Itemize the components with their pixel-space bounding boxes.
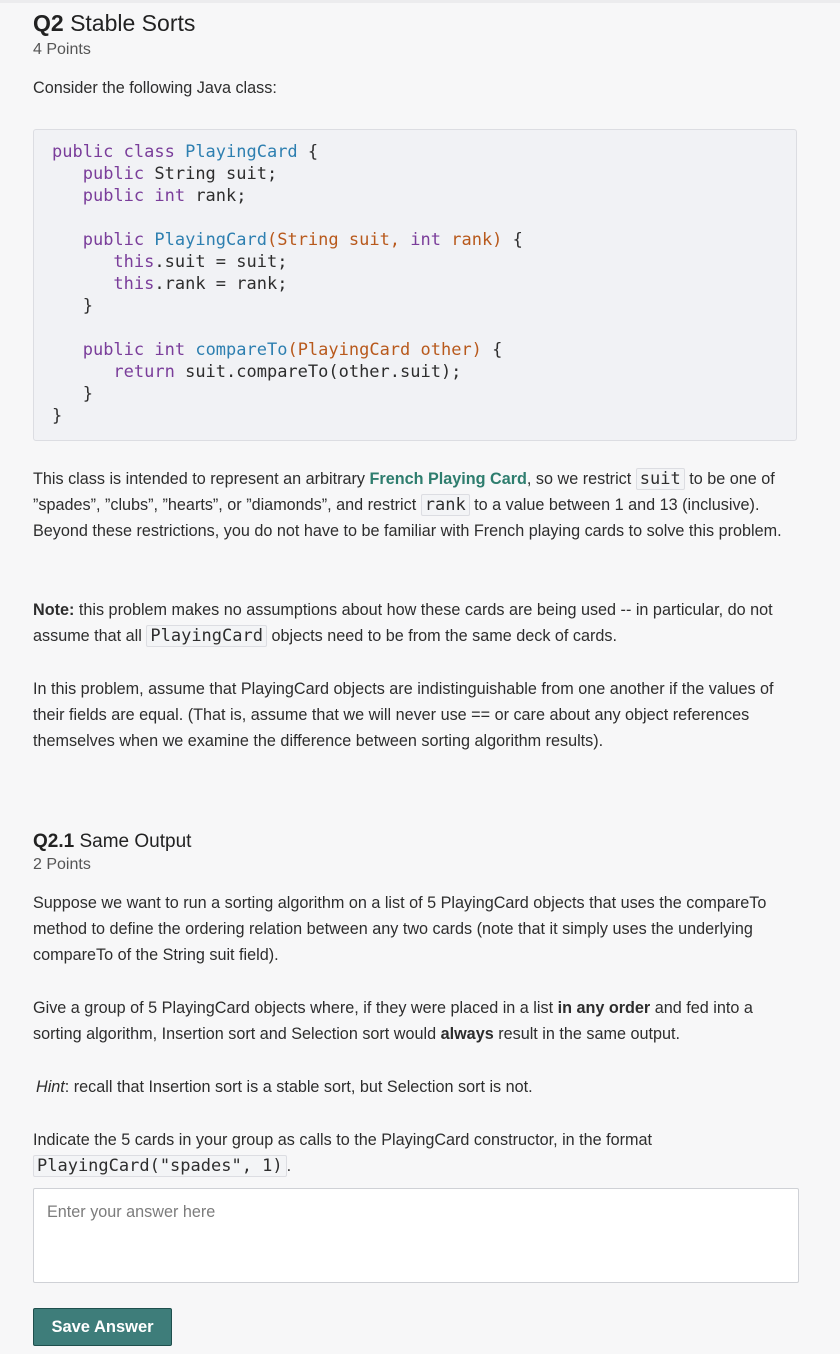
hint-label: Hint (36, 1078, 65, 1096)
rank-code: rank (421, 494, 470, 516)
format-example-code: PlayingCard("spades", 1) (33, 1155, 287, 1177)
subquestion-task: Give a group of 5 PlayingCard objects where, if they were placed in a list in any order and fed into a sorting algorithm, Insertion sort and Selection sort would always result in the same output. (33, 999, 753, 1043)
description-paragraph: This class is intended to represent an arbitrary French Playing Card, so we restrict suit to be one of ”spades”, ”clubs”, ”hearts”, or ”diamonds”, and restrict rank to a value between 1 and 13 (inclusive). Beyond these restrictions, you do not have to be familiar with French playing cards to solve this problem. (33, 469, 782, 540)
assumption-paragraph: In this problem, assume that PlayingCard objects are indistinguishable from one another if the values of their fields are equal. (That is, assume that we will never use == or care about any object references themselves when we examine the difference between sorting algorithm results). (33, 680, 774, 750)
top-border (0, 0, 840, 3)
answer-input[interactable] (33, 1188, 799, 1283)
subquestion-description: Suppose we want to run a sorting algorithm on a list of 5 PlayingCard objects that uses the compareTo method to define the ordering relation between any two cards (note that it simply uses the underlying compareTo of the String suit field). (33, 894, 767, 964)
question-points: 4 Points (33, 41, 91, 58)
note-label: Note: (33, 601, 75, 619)
java-code-block (33, 129, 797, 441)
hint-paragraph: Hint: recall that Insertion sort is a stable sort, but Selection sort is not. (36, 1078, 533, 1096)
save-answer-button[interactable]: Save Answer (33, 1308, 172, 1346)
playingcard-code: PlayingCard (146, 625, 267, 647)
subquestion-points: 2 Points (33, 856, 91, 873)
suit-code: suit (636, 468, 685, 490)
note-paragraph: Note: this problem makes no assumptions about how these cards are being used -- in particular, do not assume that all PlayingCard objects need to be from the same deck of cards. (33, 601, 773, 646)
subquestion-title (33, 831, 191, 853)
question-intro: Consider the following Java class: (33, 79, 277, 97)
code-listing: public class PlayingCard { public String suit; public int rank; public PlayingCard(String suit, int rank) { this.suit = suit; this.rank = rank; } public int compareTo(PlayingCard other) { return suit.compareTo(other.suit); } } (52, 142, 523, 426)
subquestion-title-text: Same Output (79, 831, 192, 852)
french-playing-card-link[interactable]: French Playing Card (369, 470, 527, 488)
subquestion-number: Q2.1 (33, 831, 75, 852)
instruction-paragraph: Indicate the 5 cards in your group as calls to the PlayingCard constructor, in the format PlayingCard("spades", 1) . (33, 1131, 653, 1176)
question-title (33, 10, 195, 37)
question-title-text: Stable Sorts (70, 10, 196, 36)
question-number: Q2 (33, 10, 64, 36)
